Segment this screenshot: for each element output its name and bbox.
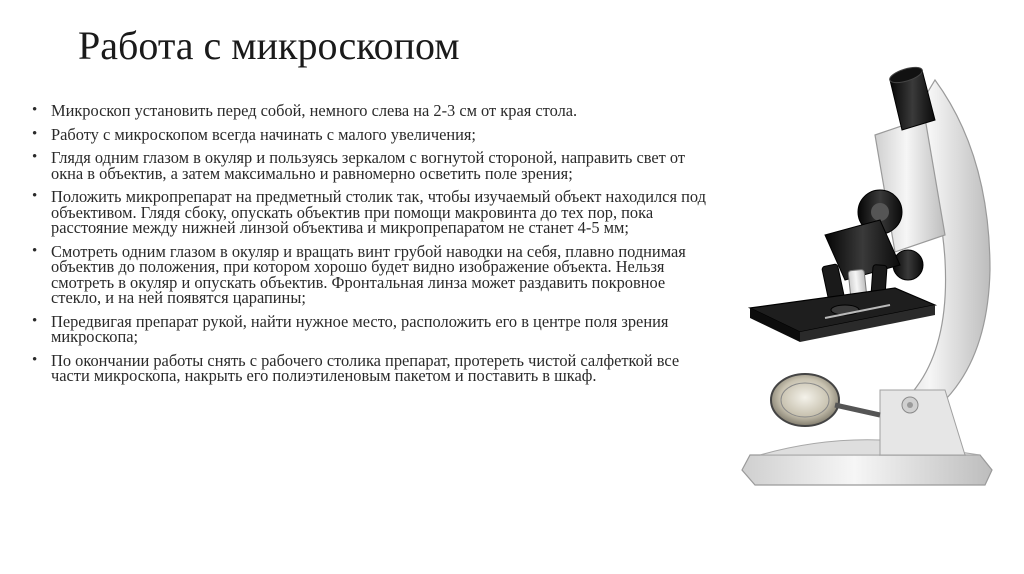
bullet-text: Положить микропрепарат на предметный столик так, чтобы изучаемый объект находился под объективом. Глядя сбоку, опускать объектив при помощи макровинта до тех пор, пока расстояние между нижней линзой объектива и микропрепаратом не станет 4-5 мм; xyxy=(51,187,706,237)
bullet-text: Микроскоп установить перед собой, немного слева на 2-3 см от края стола. xyxy=(51,101,578,120)
bullet-text: Работу с микроскопом всегда начинать с малого увеличения; xyxy=(51,124,476,144)
microscope-icon xyxy=(730,60,1000,490)
bullet-item xyxy=(32,311,717,346)
bullet-item xyxy=(32,103,717,119)
bullet-item xyxy=(32,189,717,236)
bullet-text: По окончании работы снять с рабочего столика препарат, протереть чистой салфеткой все части микроскопа, накрыть его полиэтиленовым пакетом и поставить в шкаф. xyxy=(51,350,680,385)
bullet-item xyxy=(32,150,717,181)
bullet-item xyxy=(32,124,717,144)
bullet-item xyxy=(32,350,717,385)
bullet-dot: • xyxy=(32,188,38,204)
bullet-dot: • xyxy=(32,125,38,142)
bullet-item xyxy=(32,241,717,307)
bullet-dot: • xyxy=(32,351,38,368)
bullet-text: Глядя одним глазом в окуляр и пользуясь зеркалом с вогнутой стороной, направить свет от окна в объектив, а затем максимально и равномерно осветить поле зрения; xyxy=(51,148,686,183)
bullet-dot: • xyxy=(32,149,38,165)
bullet-text: Передвигая препарат рукой, найти нужное место, расположить его в центре поля зрения микроскопа; xyxy=(51,311,669,346)
slide-title: Работа с микроскопом xyxy=(78,23,460,68)
bullet-dot: • xyxy=(32,102,38,118)
bullet-list xyxy=(32,103,717,392)
bullet-dot: • xyxy=(32,242,38,259)
bullet-dot: • xyxy=(32,312,38,329)
bullet-text: Смотреть одним глазом в окуляр и вращать винт грубой наводки на себя, плавно поднимая объектив до положения, при котором хорошо будет видно изображение объекта. Нельзя смотреть в окуляр и опускать объектив. Фронтальная линза может раздавить покровное стекло, и на ней появятся царапины; xyxy=(51,241,686,307)
